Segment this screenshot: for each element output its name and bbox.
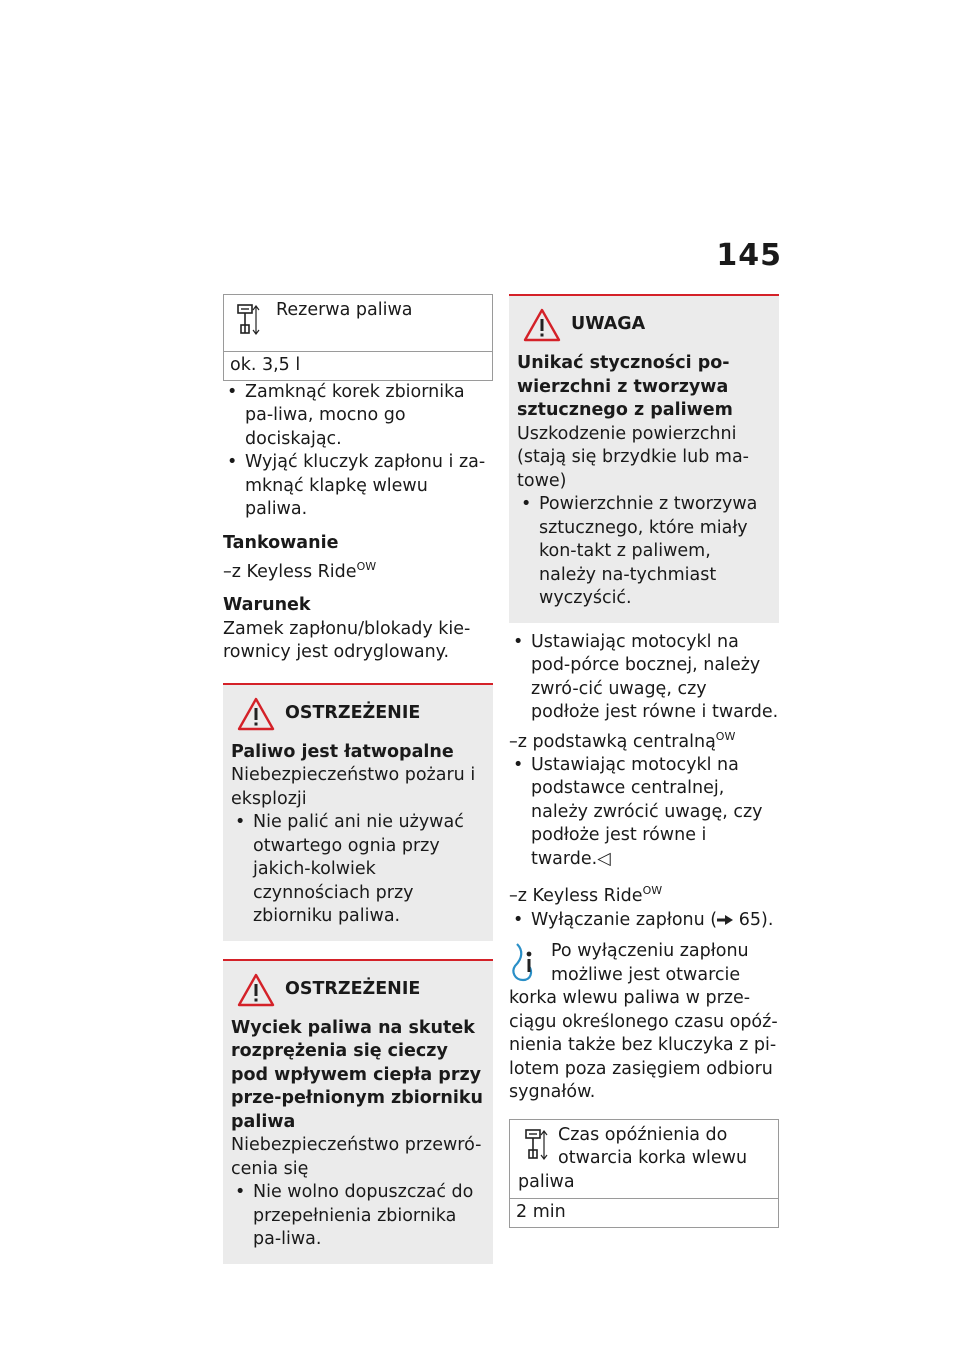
warning-action-text: Nie wolno dopuszczać do przepełnienia zbiornika pa-liwa. xyxy=(253,1182,474,1250)
variant-sup: OW xyxy=(356,560,377,573)
caution-action xyxy=(517,493,771,611)
caution-subject: Unikać styczności po-wierzchni z tworzywa sztucznego z paliwem xyxy=(517,353,733,420)
list-item-text-after: ). xyxy=(761,909,774,930)
warning-triangle-icon xyxy=(237,697,275,731)
spec-value: ok. 3,5 l xyxy=(230,355,301,375)
bullet-marker: • xyxy=(235,1182,246,1203)
caution-hazard: Uszkodzenie powierzchni (stają się brzydkie lub ma-towe) xyxy=(517,423,749,491)
page-reference-link[interactable]: 65 xyxy=(738,909,761,930)
caution-header xyxy=(517,308,771,342)
bullet-marker: • xyxy=(235,812,246,833)
spec-value: 2 min xyxy=(516,1202,566,1223)
fuel-gauge-icon xyxy=(236,303,262,337)
left-column xyxy=(223,294,493,1264)
warning-action-text: Nie palić ani nie używać otwartego ognia przy jakich-kolwiek czynnościach przy zbiorniku paliwa. xyxy=(253,812,464,927)
list-item xyxy=(223,381,493,452)
right-column xyxy=(509,294,779,1228)
spec-label: Czas opóźnienia do otwarcia korka wlewu paliwa xyxy=(518,1124,748,1192)
variant-line xyxy=(223,555,493,584)
warning-header xyxy=(231,973,485,1007)
caution-box xyxy=(509,294,779,623)
list-item xyxy=(509,754,779,872)
condition-text: Zamek zapłonu/blokady kie-rownicy jest odryglowany. xyxy=(223,618,471,663)
bullet-marker: • xyxy=(513,631,524,652)
bullet-marker: • xyxy=(227,381,238,402)
warning-hazard: Niebezpieczeństwo pożaru i eksplozji xyxy=(231,765,476,809)
caution-action-text: Powierzchnie z tworzywa sztucznego, które miały kon-takt z paliwem, należy na-tychmiast wyczyścić. xyxy=(539,494,758,608)
spec-header xyxy=(224,295,492,352)
bullet-marker: • xyxy=(227,452,238,472)
info-icon xyxy=(509,940,545,984)
variant-text: –z podstawką centralną xyxy=(509,731,716,752)
warning-title: OSTRZEŻENIE xyxy=(285,979,421,1000)
warning-triangle-icon xyxy=(523,308,561,342)
bullet-marker: • xyxy=(513,754,524,775)
fuel-gauge-icon xyxy=(524,1128,550,1162)
warning-title: OSTRZEŻENIE xyxy=(285,703,421,724)
end-mark: ◁ xyxy=(597,848,611,869)
spec-label: Rezerwa paliwa xyxy=(276,300,413,320)
warning-action xyxy=(231,811,485,929)
bullet-marker: • xyxy=(521,494,532,514)
warning-subject: Paliwo jest łatwopalne xyxy=(231,741,454,762)
info-text: Po wyłączeniu zapłonu możliwe jest otwarcie korka wlewu paliwa w prze-ciągu określonego czasu opóź-nienia także bez kluczyka z pi-lotem poza zasięgiem odbioru sygnałów. xyxy=(509,941,778,1103)
fuel-reserve-spec-table xyxy=(223,294,493,381)
list-item-text: Wyjąć kluczyk zapłonu i za-mknąć klapkę wlewu paliwa. xyxy=(245,452,486,519)
warning-box xyxy=(223,683,493,941)
section-heading-warunek: Warunek xyxy=(223,595,311,616)
list-item xyxy=(509,631,779,725)
variant-line xyxy=(509,725,779,754)
warning-subject: Wyciek paliwa na skutek rozprężenia się cieczy pod wpływem ciepła przy prze-pełnionym zbiorniku paliwa xyxy=(231,1017,483,1132)
info-note xyxy=(509,940,779,1105)
list-item-text: Zamknąć korek zbiornika pa-liwa, mocno go dociskając. xyxy=(245,381,465,449)
variant-text: –z Keyless Ride xyxy=(509,886,643,907)
section-heading-tankowanie: Tankowanie xyxy=(223,532,339,553)
list-item-text-before: Wyłączanie zapłonu ( xyxy=(531,909,718,930)
caution-title: UWAGA xyxy=(571,314,646,335)
bullet-marker: • xyxy=(513,909,524,930)
variant-line xyxy=(509,879,779,908)
warning-box xyxy=(223,959,493,1264)
spec-header xyxy=(510,1120,778,1200)
variant-text: –z Keyless Ride xyxy=(223,561,357,582)
variant-sup: OW xyxy=(715,729,736,743)
list-item xyxy=(223,451,493,522)
variant-sup: OW xyxy=(642,884,663,898)
page-reference-arrow-icon xyxy=(717,915,733,925)
list-item-text: Ustawiając motocykl na pod-pórce bocznej, należy zwró-cić uwagę, czy podłoże jest równe i twarde. xyxy=(531,631,779,722)
list-item xyxy=(509,909,779,933)
warning-triangle-icon xyxy=(237,973,275,1007)
warning-header xyxy=(231,697,485,731)
warning-hazard: Niebezpieczeństwo przewró-cenia się xyxy=(231,1135,482,1179)
list-item-text: Ustawiając motocykl na podstawce centralnej, należy zwrócić uwagę, czy podłoże jest równe i twarde. xyxy=(531,754,763,869)
delay-spec-table xyxy=(509,1119,779,1228)
page-number: 145 xyxy=(716,238,782,273)
warning-action xyxy=(231,1181,485,1252)
